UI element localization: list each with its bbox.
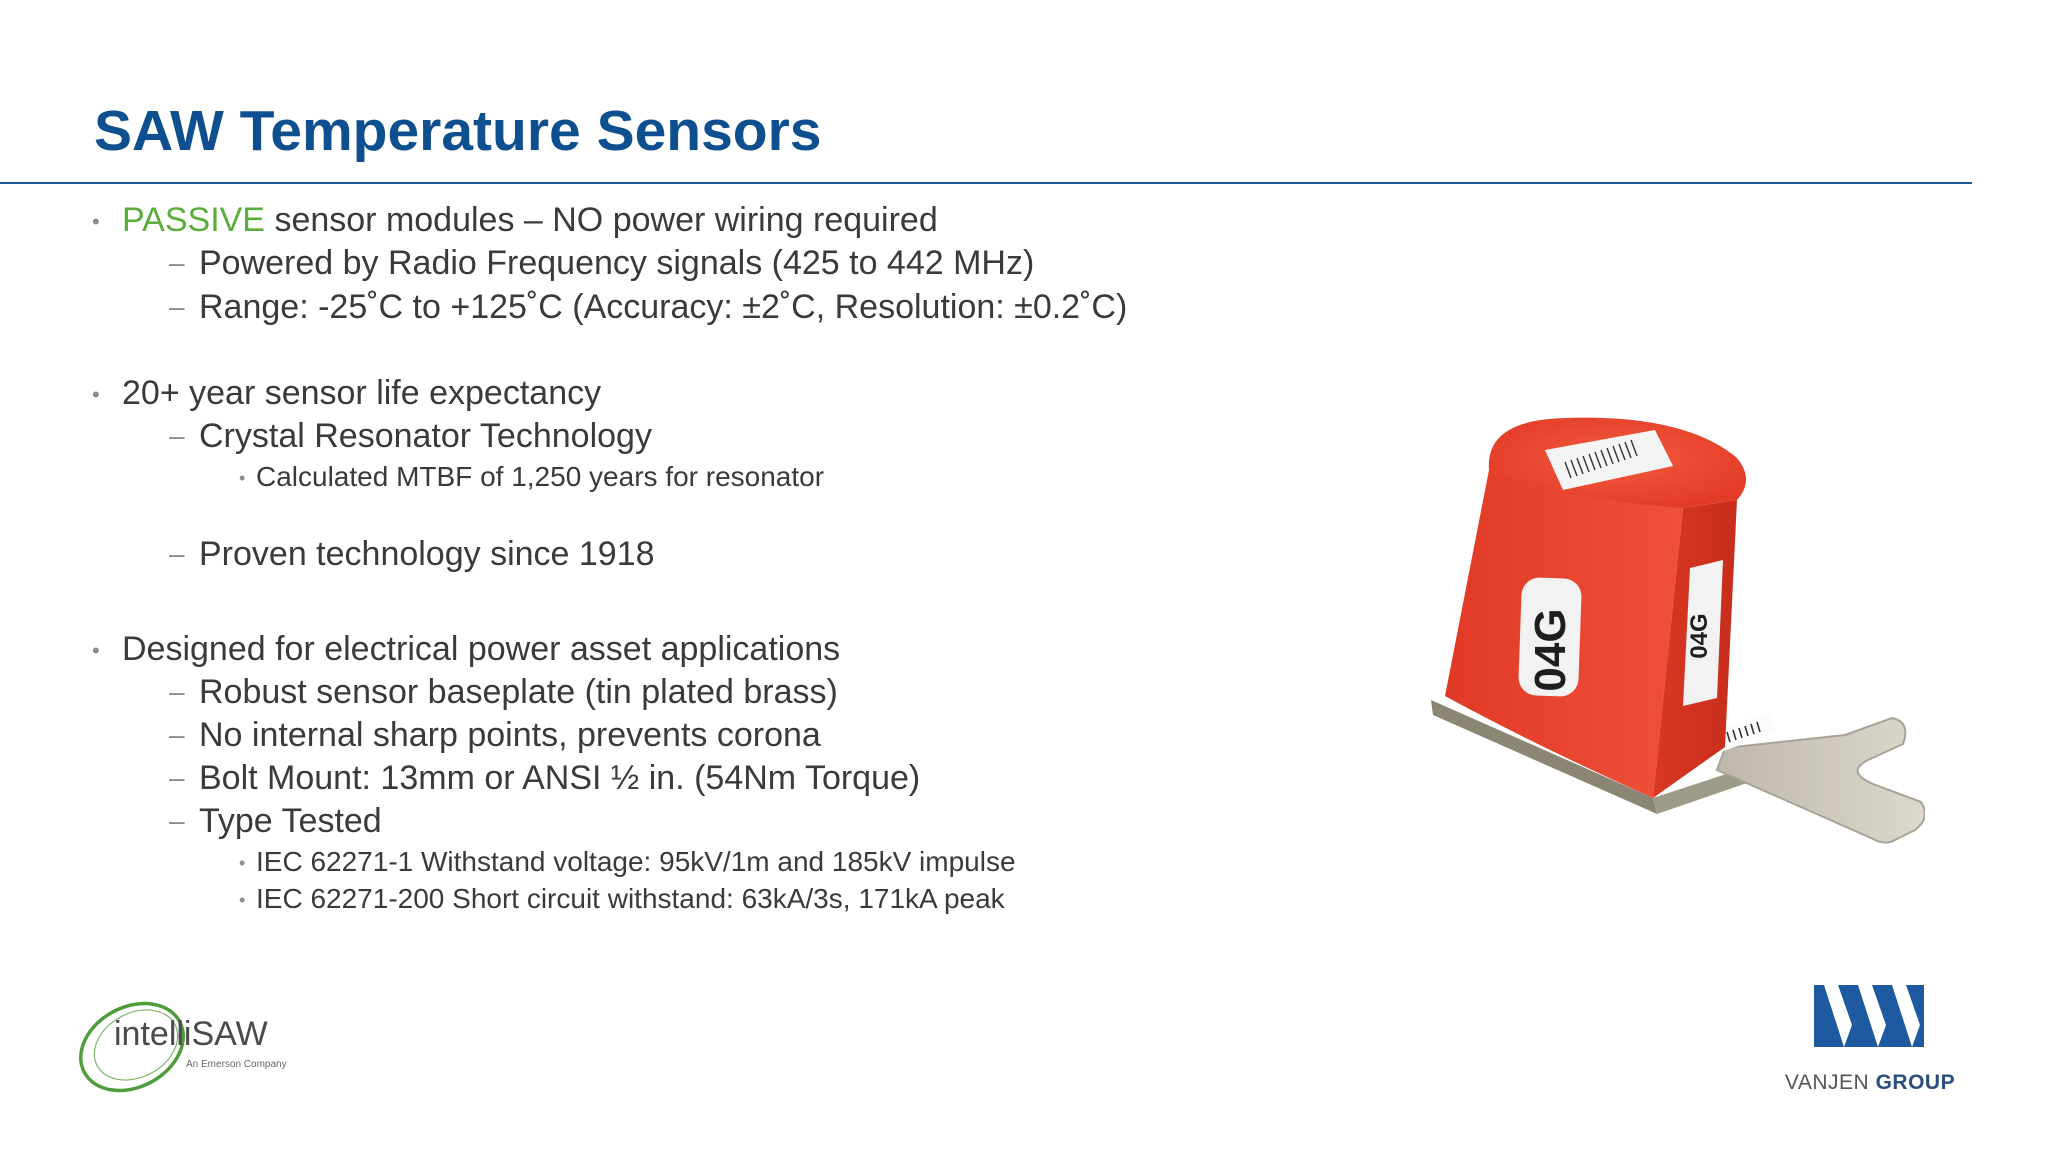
vanjen-name: VANJEN [1784, 1071, 1876, 1094]
bullet-text: Powered by Radio Frequency signals (425 to 442 MHz) [199, 244, 1035, 282]
intellisaw-tagline: An Emerson Company [186, 1059, 287, 1070]
dash-marker: – [169, 762, 185, 793]
slide-title: SAW Temperature Sensors [94, 99, 822, 163]
vanjen-group-logo [1760, 985, 1980, 1095]
sub-bullet-crystal [169, 417, 652, 455]
dash-marker: – [169, 805, 185, 836]
dot-marker: • [239, 468, 246, 488]
sub-bullet-proven [169, 535, 655, 573]
bullet-power-asset [92, 630, 841, 668]
side-label-text: 04G [1686, 613, 1713, 659]
bullet-marker: • [92, 638, 100, 663]
bullet-text: Designed for electrical power asset applications [122, 630, 841, 668]
title-divider [0, 182, 1972, 184]
bullet-marker: • [92, 382, 100, 407]
sub-bullet-range [169, 288, 1128, 326]
bullet-text: Type Tested [199, 802, 382, 840]
saw-sensor-image [1425, 400, 1925, 900]
bullet-marker: • [92, 209, 100, 234]
passive-highlight: PASSIVE [122, 201, 265, 239]
bullet-text: IEC 62271-1 Withstand voltage: 95kV/1m and 185kV impulse [256, 846, 1016, 877]
bullet-life-expectancy [92, 374, 602, 412]
sub-sub-bullet-iec-62271-200 [239, 883, 1005, 914]
sub-bullet-type-tested [169, 802, 382, 840]
bullet-text: sensor modules – NO power wiring required [265, 201, 938, 239]
group-name: GROUP [1875, 1071, 1956, 1094]
bullet-text: Range: -25˚C to +125˚C (Accuracy: ±2˚C, Resolution: ±0.2˚C) [199, 288, 1128, 326]
intellisaw-wordmark: intelliSAW [114, 1015, 268, 1053]
vanjen-wordmark [1760, 1071, 1980, 1095]
dash-marker: – [169, 676, 185, 707]
bullet-text: Bolt Mount: 13mm or ANSI ½ in. (54Nm Torque) [199, 759, 921, 797]
bullet-text: Robust sensor baseplate (tin plated brass) [199, 673, 838, 711]
vanjen-mark-icon [1814, 985, 1924, 1047]
bullet-text: 20+ year sensor life expectancy [122, 374, 602, 412]
sub-sub-bullet-iec-62271-1 [239, 846, 1016, 877]
dash-marker: – [169, 291, 185, 322]
intellisaw-logo [74, 995, 294, 1105]
bullet-text: IEC 62271-200 Short circuit withstand: 63kA/3s, 171kA peak [256, 883, 1005, 914]
bullet-passive [92, 201, 938, 239]
bullet-text: No internal sharp points, prevents corona [199, 716, 821, 754]
dash-marker: – [169, 420, 185, 451]
dash-marker: – [169, 247, 185, 278]
bullet-text: Crystal Resonator Technology [199, 417, 652, 455]
sub-bullet-corona [169, 716, 821, 754]
dot-marker: • [239, 853, 246, 873]
sub-bullet-bolt-mount [169, 759, 921, 797]
product-label-text: 04G [1526, 608, 1575, 692]
bullet-text: Calculated MTBF of 1,250 years for resonator [256, 461, 825, 492]
bullet-text: Proven technology since 1918 [199, 535, 655, 573]
dash-marker: – [169, 538, 185, 569]
sub-bullet-rf-power [169, 244, 1035, 282]
sub-sub-bullet-mtbf [239, 461, 825, 492]
sub-bullet-baseplate [169, 673, 838, 711]
dot-marker: • [239, 890, 246, 910]
dash-marker: – [169, 719, 185, 750]
